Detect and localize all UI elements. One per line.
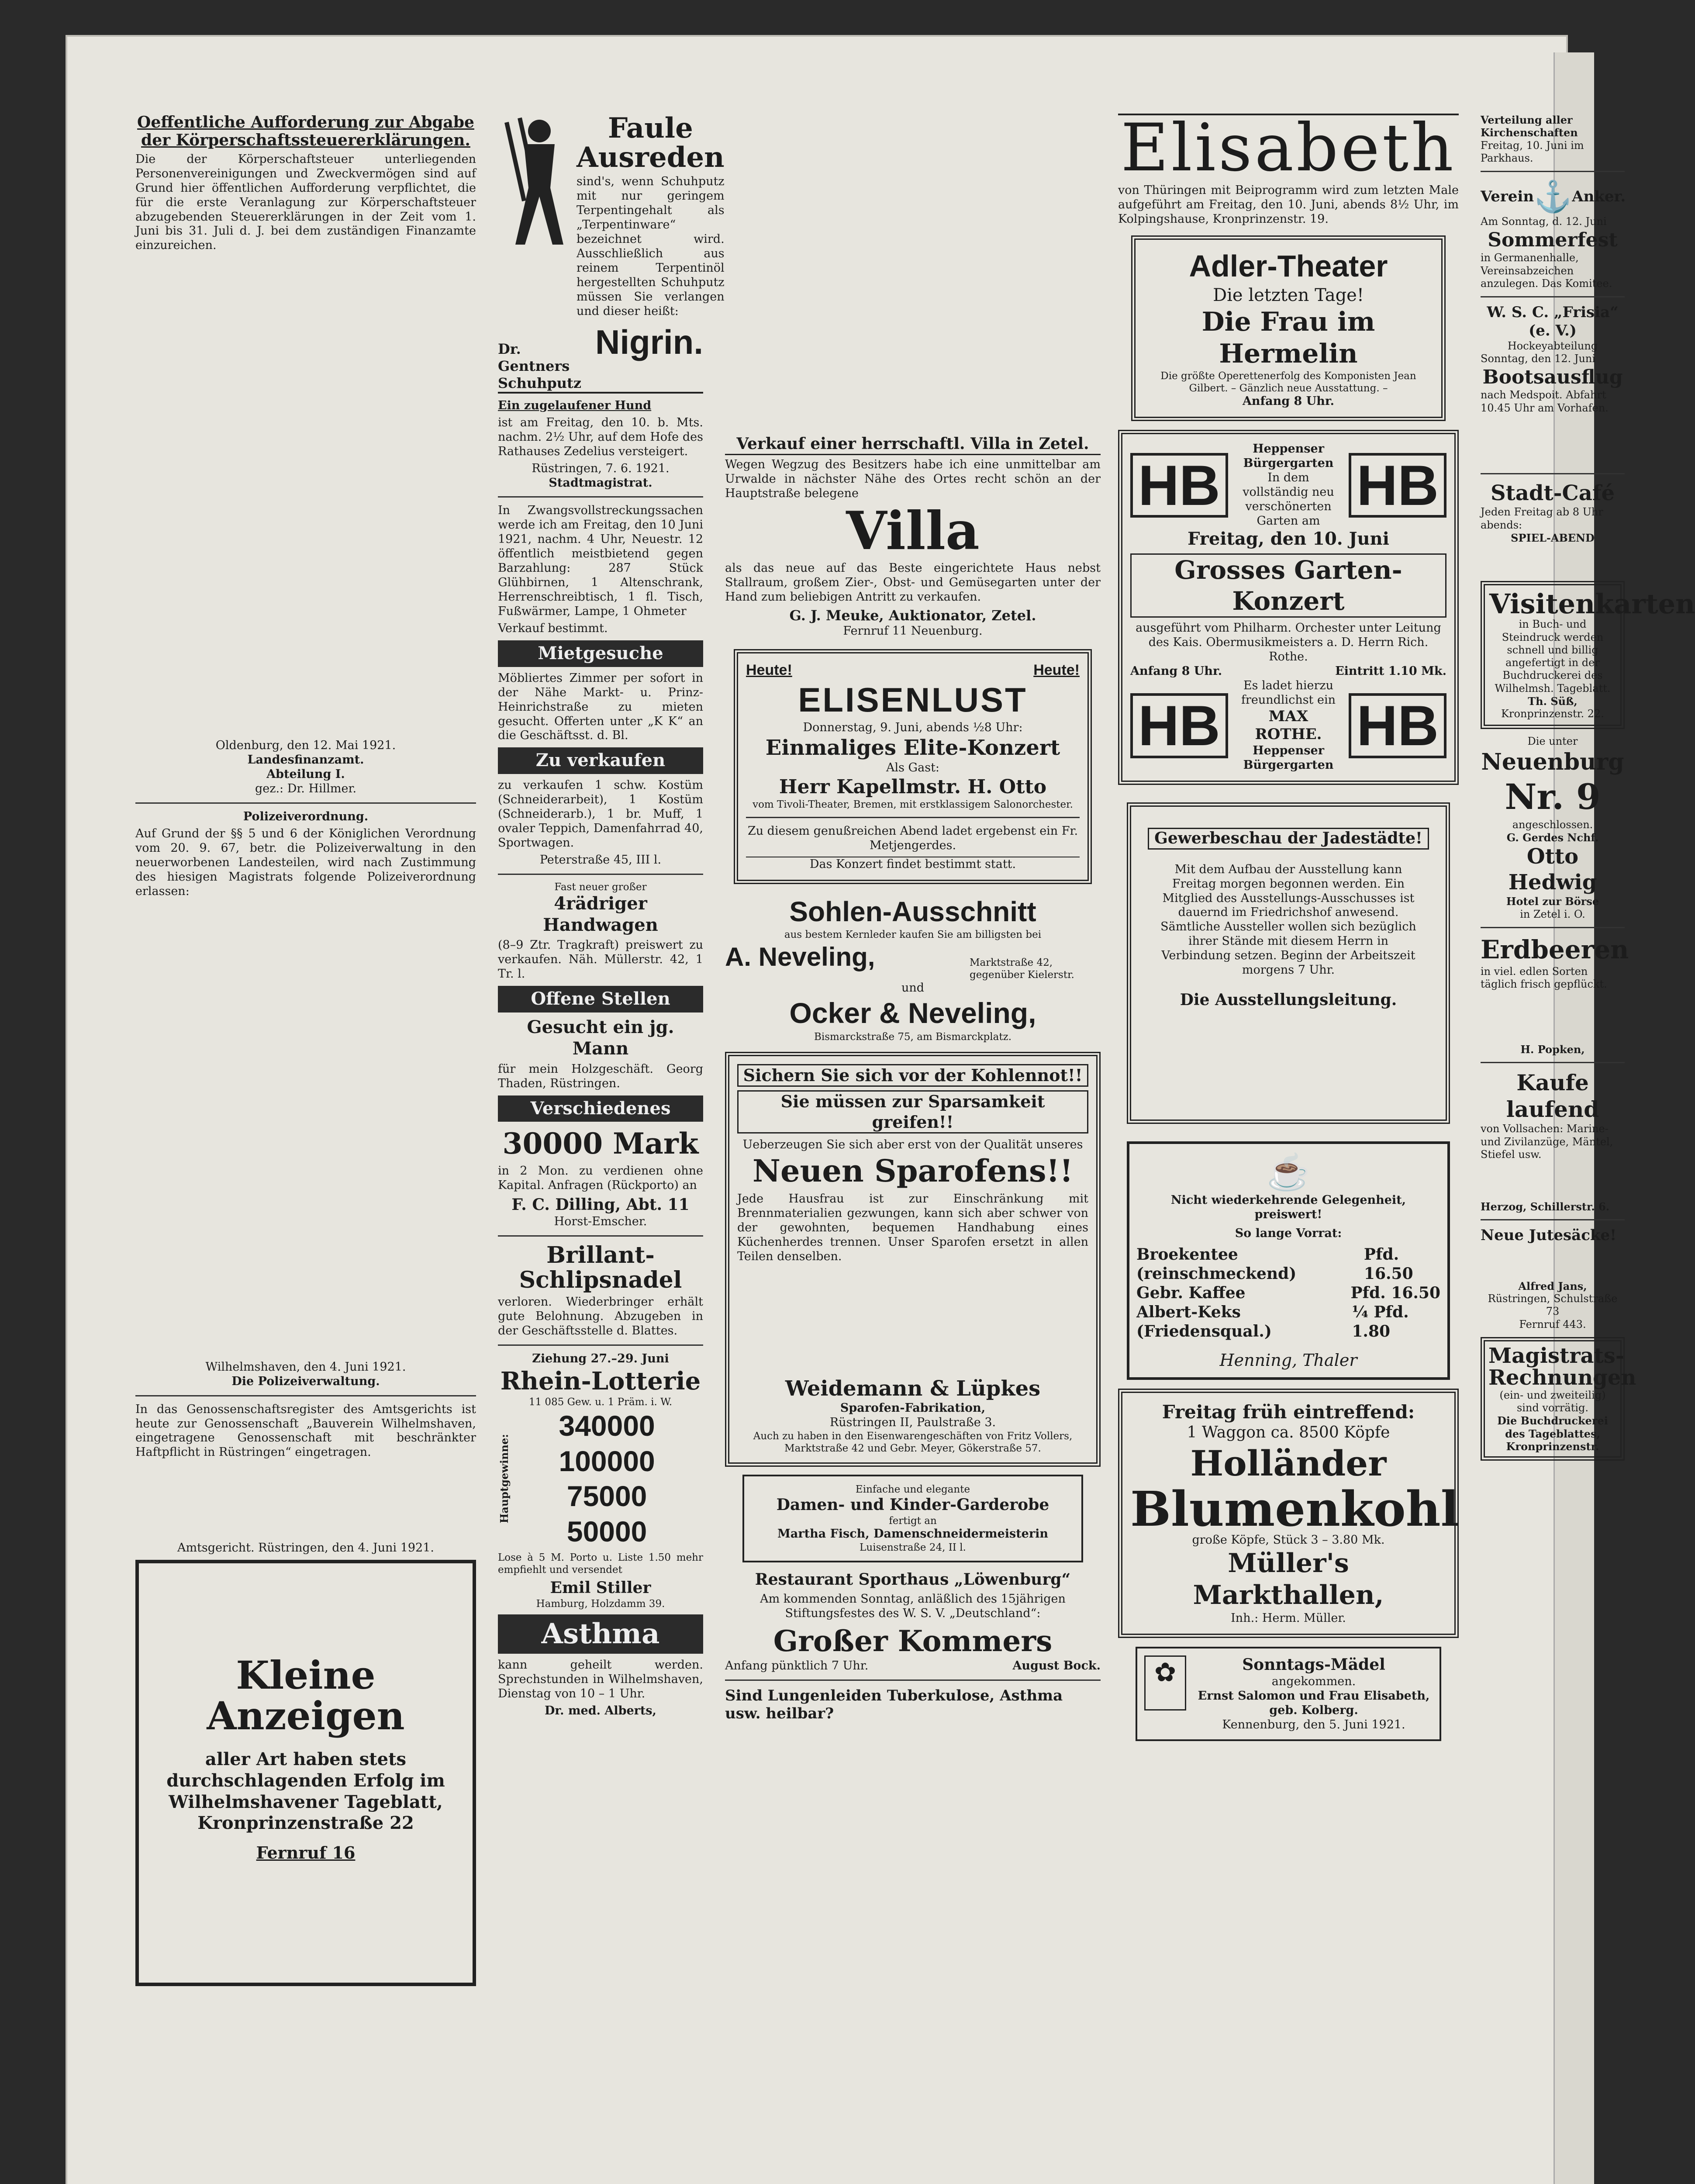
boat-body: nach Medspoit. Abfahrt 10.45 Uhr am Vorhafen. [1481, 389, 1609, 414]
lottery-price: Lose à 5 M. Porto u. Liste 1.50 mehr empfiehlt und versendet [498, 1552, 703, 1576]
jute-title: Neue Jutesäcke! [1481, 1227, 1617, 1244]
soles-name: A. Neveling, [725, 942, 875, 972]
for-sale-addr: Peterstraße 45, III l. [539, 853, 662, 867]
found-dog-sign: Rüstringen, 7. 6. 1921. [532, 461, 670, 475]
buy-filler [1481, 1161, 1625, 1200]
anker-body: Am Sonntag, d. 12. Juni [1481, 215, 1607, 228]
elisenlust-guest-label: Als Gast: [886, 760, 940, 774]
frisia-date: Sonntag, den 12. Juni [1481, 352, 1596, 365]
summer-body: in Germanenhalle, Vereinsabzeichen anzulegen. Das Komitee. [1481, 252, 1612, 290]
jute-name: Alfred Jans, [1518, 1279, 1587, 1292]
column-official-notices [135, 114, 476, 1986]
cafe-event: SPIEL-ABEND [1511, 531, 1595, 544]
asthma-body: kann geheilt werden. Sprechstunden in Wilhelmshaven, Dienstag von 10 – 1 Uhr. [498, 1658, 703, 1701]
garderobe-5: Luisenstraße 24, II l. [860, 1542, 966, 1554]
adler-desc: Die größte Operettenerfolg des Komponisten Jean Gilbert. – Gänzlich neue Ausstattung. – [1160, 370, 1416, 394]
tax-signoff-office: Landesfinanzamt. [247, 753, 364, 767]
verlosung-body: Freitag, 10. Juni im Parkhaus. [1481, 139, 1584, 164]
lottery-prize: 340000 [559, 1410, 655, 1442]
hb-garden: Heppenser Bürgergarten [1243, 743, 1334, 772]
magistrat-ad [1481, 1337, 1636, 1461]
ocker-addr: Bismarckstraße 75, am Bismarckplatz. [814, 1031, 1011, 1043]
divider [1481, 473, 1625, 474]
birth-4: Kennenburg, den 5. Juni 1921. [1222, 1717, 1405, 1731]
hb-logo: HB [1130, 693, 1228, 758]
gewerbeschau-body: Mit dem Aufbau der Ausstellung kann Freitag morgen begonnen werden. Ein Mitglied des Ausstellungs-Ausschusses ist dauernd im Friedrichshof anwesend. Sämtliche Aussteller wollen sich bezüglich ihrer Stände mit diesem Herrn in Verbindung setzen. Beginn der Arbeitszeit morgens 7 Uhr. [1160, 862, 1416, 977]
hb-top-row [1130, 442, 1446, 529]
found-dog-office: Stadtmagistrat. [549, 476, 652, 490]
tiepin-body: verloren. Wiederbringer erhält gute Belohnung. Abzugeben in der Geschäftsstelle d. Blattes. [498, 1295, 703, 1337]
rentals-body: Möbliertes Zimmer per sofort in der Nähe Markt- u. Prinz-Heinrichstraße zu mieten gesucht. Offerten unter „K K“ an die Geschäftsst. d. Bl. [498, 671, 703, 743]
nigrin-brand-row [498, 321, 703, 394]
chimney-sweep-icon [498, 114, 572, 258]
verlosung-title: Verteilung aller Kirchenschaften [1481, 114, 1578, 139]
visit-title: Visitenkarten [1489, 588, 1695, 620]
nigrin-name: Nigrin. [595, 322, 703, 361]
jobs-big: Gesucht ein jg. Mann [527, 1017, 674, 1059]
anker-1: Verein [1481, 188, 1534, 206]
jute-addr: Rüstringen, Schulstraße 73 [1488, 1292, 1618, 1318]
jobs-header: Offene Stellen [498, 986, 703, 1013]
restaurant-time: Anfang pünktlich 7 Uhr. [725, 1659, 869, 1673]
tax-notice-body: Die der Körperschaftsteuer unterliegenden Personenvereinigungen und Zweckvermögen sind auf Grund hier öffentlichen Aufforderung verpflichtet, die für die erste Veranlagung zur Körperschaftsteuer abzugebenden Steuererklärungen in der Zeit vom 1. Juni bis 31. Juli d. J. bei dem zuständigen Finanzamte einzureichen. [135, 152, 476, 252]
misc-body: in 2 Mon. zu verdienen ohne Kapital. Anfragen (Rückporto) an [498, 1164, 703, 1192]
found-dog-body: ist am Freitag, den 10. b. Mts. nachm. 2½ Uhr, auf dem Hofe des Rathauses Zedelius versteigert. [498, 415, 703, 458]
divider [498, 1344, 703, 1346]
restaurant-host: August Bock. [1012, 1659, 1101, 1673]
asthma-header: Asthma [498, 1614, 703, 1654]
restaurant-big: Großer Kommers [773, 1624, 1053, 1659]
ocker-name: Ocker & Neveling, [789, 997, 1036, 1030]
column-event-ads [1118, 110, 1459, 1750]
tiepin-title: Brillant-Schlipsnadel [519, 1241, 682, 1293]
elisenlust-top [746, 661, 1080, 679]
register-sign: Amtsgericht. Rüstringen, den 4. Juni 1921. [177, 1541, 434, 1555]
kohl-1: Freitag früh eintreffend: [1162, 1401, 1415, 1423]
soles-row [725, 941, 1101, 981]
sparofen-company2: Sparofen-Fabrikation, [840, 1401, 986, 1415]
neuen-4: angeschlossen. [1512, 818, 1593, 831]
buy-body: von Vollsachen: Marine- und Zivilanzüge, Mäntel, Stiefel usw. [1481, 1123, 1613, 1161]
rentals-header: Mietgesuche [498, 640, 703, 667]
tax-signoff-place: Oldenburg, den 12. Mai 1921. [215, 739, 396, 753]
offer-signature: Henning, Thaler [1219, 1350, 1357, 1370]
hb-invite: Es ladet hierzu freundlichst ein [1241, 679, 1336, 707]
summer-fest: Sommerfest [1488, 228, 1618, 251]
asthma-doctor: Dr. med. Alberts, [545, 1704, 656, 1718]
register-filler [135, 1462, 476, 1541]
garderobe-4: Martha Fisch, Damenschneidermeisterin [777, 1527, 1048, 1541]
jute-filler [1481, 1245, 1625, 1280]
garderobe-ad [742, 1475, 1083, 1562]
police-body: Auf Grund der §§ 5 und 6 der Königlichen Verordnung vom 20. 9. 67, betr. die Polizeiverwaltung in den neuerworbenen Landesteilen, wird nach Zustimmung des hiesigen Magistrats folgende Polizeiverordnung erlassen: [135, 827, 476, 898]
adler-title: Adler-Theater [1189, 249, 1388, 283]
auction-end: Verkauf bestimmt. [498, 621, 608, 635]
adler-theater-ad [1131, 235, 1446, 422]
divider [135, 1395, 476, 1396]
offer-price: ¼ Pfd. 1.80 [1352, 1303, 1409, 1341]
kohl-3: Holländer [1190, 1443, 1387, 1484]
column-center-ads [725, 114, 1101, 1723]
visitenkarten-ad [1481, 581, 1695, 729]
soles-and: und [901, 981, 925, 995]
sparofen-also: Auch zu haben in den Eisenwarengeschäften von Fritz Vollers, Marktstraße 42 und Gebr. Meyer, Gökerstraße 57. [753, 1431, 1073, 1455]
kohl-6: Müller's Markthallen, [1193, 1548, 1384, 1610]
sparofen-company: Weidemann & Lüpkes [785, 1376, 1041, 1401]
visit-body: in Buch- und Steindruck werden schnell und billig angefertigt in der Buchdruckerei des Wilhelmsh. Tageblatt. [1495, 618, 1611, 695]
gewerbeschau-sign: Die Ausstellungsleitung. [1180, 991, 1397, 1009]
anker-2: Anker. [1572, 188, 1626, 206]
villa-headline: Verkauf einer herrschaftl. Villa in Zetel. [725, 435, 1101, 455]
nigrin-spacer [725, 114, 1101, 435]
adler-film: Die Frau im Hermelin [1201, 307, 1375, 370]
police-filler [135, 902, 476, 1360]
hb-times [1130, 664, 1446, 679]
frisia-title: W. S. C. „Frisia“ (e. V.) [1487, 304, 1619, 339]
for-sale-body: zu verkaufen 1 schw. Kostüm (Schneiderarbeit), 1 Kostüm (Schneiderarb.), 1 br. Muff, 1 ovaler Teppich, Damenfahrrad 40, Sportwagen. [498, 778, 703, 850]
cart-big: 4rädriger Handwagen [543, 893, 658, 935]
divider [1481, 171, 1625, 172]
cart-small: Fast neuer großer [554, 881, 647, 893]
lottery-sub: 11 085 Gew. u. 1 Präm. i. W. [528, 1396, 673, 1408]
offer-row [1136, 1284, 1440, 1303]
lottery-side-label: Hauptgewinne: [498, 1434, 511, 1524]
kohl-4: Blumenkohl [1130, 1480, 1459, 1537]
column-small-ads [498, 112, 725, 1718]
elisenlust-date: Donnerstag, 9. Juni, abends ½8 Uhr: [803, 721, 1023, 735]
cafe-filler [1481, 544, 1625, 575]
garderobe-1: Einfache und elegante [855, 1484, 970, 1496]
hb-logo: HB [1349, 453, 1446, 518]
coffee-offer-ad [1127, 1141, 1450, 1380]
mag-sign: Die Buchdruckerei des Tageblattes, Kronprinzenstr. [1497, 1414, 1608, 1453]
found-dog-title: Ein zugelaufener Hund [498, 398, 652, 412]
tax-notice-title: Oeffentliche Aufforderung zur Abgabe der Körperschaftssteuererklärungen. [137, 113, 474, 150]
elisenlust-guest-from: vom Tivoli-Theater, Bremen, mit erstklassigem Salonorchester. [753, 799, 1073, 811]
tax-notice-filler [135, 256, 476, 736]
blumenkohl-ad [1118, 1389, 1459, 1638]
cafe-body: Jeden Freitag ab 8 Uhr abends: [1481, 506, 1603, 531]
hb-garden: Heppenser Bürgergarten [1243, 442, 1334, 470]
misc-header: Verschiedenes [498, 1095, 703, 1122]
anker-header [1481, 178, 1625, 215]
lottery-date: Ziehung 27.–29. Juni [532, 1351, 669, 1365]
divider [1481, 1219, 1625, 1220]
hb-event: Grosses Garten-Konzert [1130, 553, 1446, 618]
offer-name: Broekentee (reinschmeckend) [1136, 1245, 1297, 1283]
garderobe-2: Damen- und Kinder-Garderobe [776, 1496, 1049, 1514]
lottery-prizes [498, 1408, 703, 1549]
lottery-title: Rhein-Lotterie [500, 1366, 701, 1396]
hb-entry: Eintritt 1.10 Mk. [1335, 664, 1446, 678]
mag-body: (ein- und zweiteilig) sind vorrätig. [1499, 1389, 1606, 1414]
villa-intro: Wegen Wegzug des Besitzers habe ich eine unmittelbar am Urwalde in nächster Nähe des Ortes recht schön an der Hauptstraße belegene [725, 457, 1101, 500]
lottery-prize-list [511, 1408, 703, 1549]
hb-start: Anfang 8 Uhr. [1130, 664, 1222, 678]
cart-body: (8–9 Ztr. Tragkraft) preiswert zu verkaufen. Näh. Müllerstr. 42, 1 Tr. l. [498, 938, 703, 981]
elisenlust-event: Einmaliges Elite-Konzert [765, 736, 1060, 760]
lottery-seller: Emil Stiller [550, 1579, 651, 1597]
hb-host: MAX ROTHE. [1255, 707, 1322, 743]
buy-name: Herzog, Schillerstr. 6. [1481, 1200, 1610, 1213]
police-sign: Wilhelmshaven, den 4. Juni 1921. [205, 1360, 406, 1374]
police-title: Polizeiverordnung. [243, 810, 369, 824]
lung-ad: Sind Lungenleiden Tuberkulose, Asthma usw. heilbar? [725, 1686, 1063, 1723]
divider [498, 874, 703, 875]
nigrin-text: sind's, wenn Schuhputz mit nur geringem Terpentingehalt als „Terpentinware“ bezeichnet wird. Ausschließlich aus reinem Terpentinöl hergestellten Schuhputz müssen Sie verlangen und dieser heißt: [577, 175, 725, 318]
birth-text [1195, 1655, 1433, 1732]
nigrin-headline: Faule Ausreden [577, 112, 725, 174]
birth-seal-icon: ✿ [1144, 1655, 1186, 1711]
villa-phone: Fernruf 11 Neuenburg. [843, 624, 983, 638]
elisenlust-invite: Zu diesem genußreichen Abend ladet ergebenst ein Fr. Metjengerdes. [747, 824, 1078, 853]
neuen-1: Die unter [1527, 735, 1578, 748]
hb-top-text [1228, 442, 1349, 529]
boat-filler [1481, 415, 1625, 467]
visit-addr: Kronprinzenstr. 22. [1501, 708, 1604, 720]
hb-bottom-text [1228, 679, 1349, 773]
strawberries-filler [1481, 991, 1625, 1043]
birth-2: angekommen. [1271, 1674, 1356, 1688]
divider [725, 1679, 1101, 1681]
auction-body: In Zwangsvollstreckungssachen werde ich am Freitag, den 10 Juni 1921, nachm. 4 Uhr, Neuestr. 12 öffentlich meistbietend gegen Barzahlung: 287 Stück Glühbirnen, 1 Altenschrank, Herrenschreibtisch, 1 fl. Tisch, Fußwärmer, Lampe, 1 Ohmeter [498, 504, 703, 619]
garderobe-3: fertigt an [889, 1515, 937, 1527]
frisia-sub: Hockeyabteilung [1507, 340, 1598, 352]
mag-title: Magistrats-Rechnungen [1488, 1344, 1636, 1390]
adler-time: Anfang 8 Uhr. [1242, 394, 1335, 408]
sparofen-line1: Sichern Sie sich vor der Kohlennot!! [737, 1064, 1088, 1087]
kleine-anzeigen-title: Kleine Anzeigen [207, 1652, 405, 1738]
divider [746, 817, 1080, 818]
hedwig-2: Otto Hedwig [1508, 844, 1597, 895]
lottery-addr: Hamburg, Holzdamm 39. [536, 1598, 665, 1610]
offer-price: Pfd. 16.50 [1350, 1283, 1440, 1302]
sparofen-addr: Rüstringen II, Paulstraße 3. [829, 1416, 996, 1430]
villa-agent: G. J. Meuke, Auktionator, Zetel. [789, 607, 1036, 624]
elisenlust-guest: Herr Kapellmstr. H. Otto [779, 775, 1047, 798]
sparofen-big: Neuen Sparofens!! [752, 1152, 1074, 1189]
for-sale-header: Zu verkaufen [498, 747, 703, 774]
strawberries-body: in viel. edlen Sorten täglich frisch gepflückt. [1481, 965, 1607, 990]
coffee-icon: ☕ [1267, 1151, 1310, 1192]
divider [135, 802, 476, 804]
coffee-offer-1: Nicht wiederkehrende Gelegenheit, preiswert! [1170, 1193, 1406, 1222]
divider [1481, 927, 1625, 928]
boat-trip: Bootsausflug [1482, 366, 1623, 388]
tax-signoff-name: gez.: Dr. Hillmer. [255, 782, 357, 796]
kleine-anzeigen-phone: Fernruf 16 [256, 1843, 356, 1863]
sparofen-body: Jede Hausfrau ist zur Einschränkung mit Brennmaterialien gezwungen, kann sich aber schwer von der gewohnten, bequemen Handhabung eines Küchenherdes trennen. Unser Sparofen ersetzt in allen Teilen denselben. [737, 1192, 1088, 1263]
adler-sub: Die letzten Tage! [1213, 285, 1364, 306]
kleine-anzeigen-ad [135, 1560, 476, 1986]
register-body: In das Genossenschaftsregister des Amtsgerichts ist heute zur Genossenschaft „Bauverein Wilhelmshaven, eingetragene Genossenschaft mit beschränkter Haftpflicht in Rüstringen“ eingetragen. [135, 1402, 476, 1459]
newspaper-page [66, 35, 1695, 2184]
divider [1481, 1062, 1625, 1063]
restaurant-footer [725, 1659, 1101, 1673]
offer-row [1136, 1245, 1440, 1284]
hb-bottom-row [1130, 679, 1446, 773]
elisenlust-today-right: Heute! [1033, 661, 1080, 678]
soles-addr: Marktstraße 42, gegenüber Kielerstr. [970, 957, 1074, 981]
jute-phone: Fernruf 443. [1519, 1318, 1586, 1330]
misc-place: Horst-Emscher. [554, 1214, 647, 1228]
cafe-title: Stadt-Café [1490, 480, 1615, 505]
soles-sub: aus bestem Kernleder kaufen Sie am billigsten bei [784, 929, 1042, 941]
sparofen-line3: Ueberzeugen Sie sich aber erst von der Qualität unseres [742, 1137, 1083, 1151]
jobs-body: für mein Holzgeschäft. Georg Thaden, Rüstringen. [498, 1062, 703, 1090]
gewerbeschau-ad [1127, 802, 1450, 1124]
birth-1: Sonntags-Mädel [1242, 1655, 1385, 1674]
misc-name: F. C. Dilling, Abt. 11 [511, 1195, 690, 1214]
misc-big: 30000 Mark [502, 1127, 699, 1161]
strawberries-name: H. Popken, [1520, 1043, 1585, 1056]
sparofen-filler [737, 1267, 1088, 1376]
lottery-prize: 75000 [566, 1480, 647, 1513]
hedwig-3: Hotel zur Börse [1506, 895, 1599, 908]
divider [1481, 296, 1625, 297]
elisenlust-title: ELISENLUST [798, 680, 1028, 719]
neuen-2: Neuenburg [1481, 748, 1624, 775]
divider [498, 496, 703, 498]
lottery-prize: 100000 [559, 1444, 655, 1477]
sparofen-line2: Sie müssen zur Sparsamkeit greifen!! [737, 1090, 1088, 1133]
elisabeth-body: von Thüringen mit Beiprogramm wird zum letzten Male aufgeführt am Freitag, den 10. Juni, abends 8½ Uhr, im Kolpingshause, Kronprinzenstr. 19. [1118, 183, 1459, 226]
column-right-ads [1481, 114, 1695, 1467]
hb-logo: HB [1130, 453, 1228, 518]
hb-desc: ausgeführt vom Philharm. Orchester unter Leitung des Kais. Obermusikmeisters a. D. Herrn Rich. Rothe. [1136, 621, 1441, 664]
soles-title: Sohlen-Ausschnitt [789, 896, 1036, 928]
elisabeth-title: Elisabeth [1118, 114, 1459, 181]
birth-notice [1136, 1647, 1441, 1741]
visit-name: Th. Süß, [1528, 695, 1578, 708]
heppenser-ad [1118, 430, 1459, 784]
tax-signoff-dept: Abteilung I. [266, 767, 345, 781]
hb-text: In dem vollständig neu verschönerten Garten am [1243, 471, 1334, 528]
coffee-offer-2: So lange Vorrat: [1235, 1227, 1342, 1241]
restaurant-title: Restaurant Sporthaus „Löwenburg“ [755, 1570, 1071, 1589]
elisenlust-today-left: Heute! [746, 661, 792, 678]
villa-body: als das neue auf das Beste eingerichtete Haus nebst Stallraum, großem Zier-, Obst- und Gemüsegarten unter der Hand zum beliebigen Antritt zu verkaufen. [725, 561, 1101, 604]
sparofen-ad [725, 1052, 1101, 1467]
hedwig-1: G. Gerdes Nchf. [1506, 831, 1599, 844]
hb-date: Freitag, den 10. Juni [1188, 529, 1389, 549]
strawberries-title: Erdbeeren [1481, 934, 1629, 964]
hb-logo: HB [1349, 693, 1446, 758]
birth-3: Ernst Salomon und Frau Elisabeth, geb. Kolberg. [1198, 1689, 1430, 1717]
kohl-2: 1 Waggon ca. 8500 Köpfe [1187, 1424, 1390, 1442]
buy-title: Kaufe laufend [1506, 1070, 1599, 1123]
neuen-3: Nr. 9 [1505, 776, 1601, 818]
offer-name: Gebr. Kaffee [1136, 1283, 1246, 1302]
lottery-prize: 50000 [566, 1515, 647, 1548]
offer-price: Pfd. 16.50 [1364, 1245, 1413, 1283]
gewerbeschau-title: Gewerbeschau der Jadestädte! [1148, 828, 1429, 850]
divider [498, 1235, 703, 1237]
elisenlust-ad [734, 649, 1092, 885]
nigrin-brand: Dr. Gentners Schuhputz [498, 340, 581, 391]
nigrin-ad [498, 112, 725, 321]
hedwig-4: in Zetel i. O. [1520, 908, 1585, 920]
elisenlust-note: Das Konzert findet bestimmt statt. [746, 857, 1080, 872]
villa-big: Villa [846, 500, 980, 562]
anchor-icon: ⚓ [1534, 179, 1572, 215]
kleine-anzeigen-body: aller Art haben stets durchschlagenden Erfolg im Wilhelmshavener Tageblatt, Kronprinzenstraße 22 [166, 1749, 445, 1834]
kohl-5: große Köpfe, Stück 3 – 3.80 Mk. [1192, 1533, 1385, 1547]
offer-row [1136, 1303, 1440, 1341]
offer-name: Albert-Keks (Friedensqual.) [1136, 1303, 1272, 1341]
police-sign2: Die Polizeiverwaltung. [231, 1374, 380, 1388]
kohl-7: Inh.: Herm. Müller. [1231, 1611, 1346, 1625]
restaurant-body: Am kommenden Sonntag, anläßlich des 15jährigen Stiftungsfestes des W. S. V. „Deutschland“: [760, 1592, 1066, 1621]
